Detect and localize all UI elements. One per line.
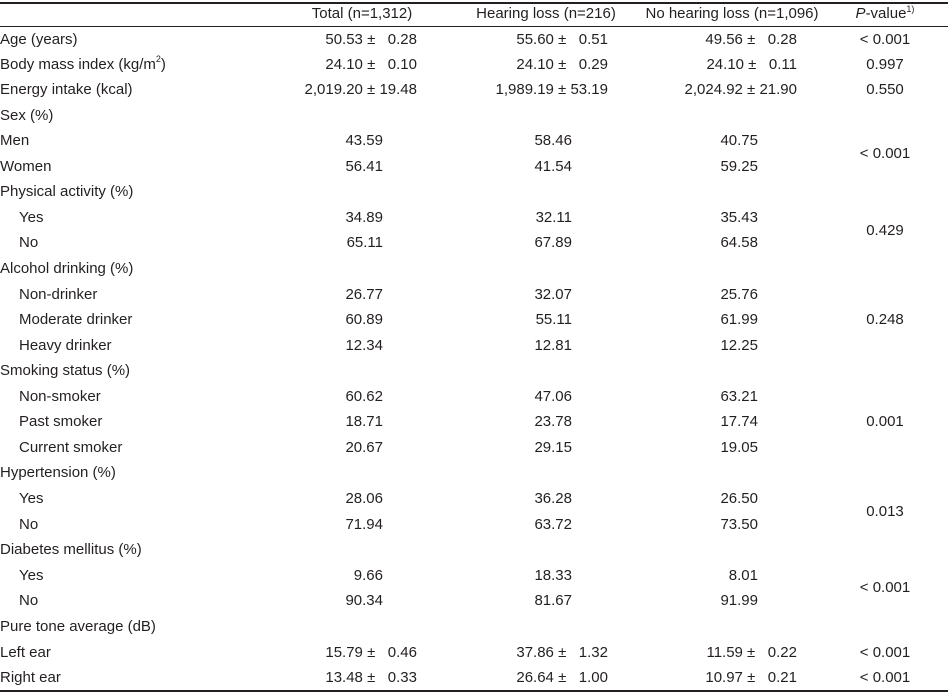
cell-non-drinker-total: 26.77 — [345, 286, 383, 303]
row-label-energy: Energy intake (kcal) — [0, 81, 133, 98]
table-bottom-rule — [0, 690, 948, 692]
row-label-diabetes: Diabetes mellitus (%) — [0, 541, 142, 558]
row-label-physical-no: No — [19, 234, 39, 251]
cell-energy-pvalue: 0.550 — [866, 81, 904, 98]
cell-left-ear-hearing-loss: 37.86 ± 1.32 — [516, 644, 608, 661]
cell-moderate-drinker-no-hearing-loss: 61.99 — [720, 311, 758, 328]
cell-physical-pvalue: 0.429 — [866, 222, 904, 239]
cell-bmi-total: 24.10 ± 0.10 — [325, 56, 417, 73]
cell-hypertension-no-total: 71.94 — [345, 516, 383, 533]
cell-left-ear-no-hearing-loss: 11.59 ± 0.22 — [706, 644, 797, 661]
row-label-diabetes-no: No — [19, 592, 39, 609]
header-total: Total (n=1,312) — [311, 5, 413, 22]
header-no-hearing-loss: No hearing loss (n=1,096) — [645, 5, 819, 22]
cell-current-smoker-no-hearing-loss: 19.05 — [720, 439, 758, 456]
cell-diabetes-pvalue: < 0.001 — [859, 579, 911, 596]
cell-past-smoker-hearing-loss: 23.78 — [534, 413, 572, 430]
cell-age-pvalue: < 0.001 — [859, 31, 911, 48]
row-label-smoking: Smoking status (%) — [0, 362, 131, 379]
row-label-current-smoker: Current smoker — [19, 439, 123, 456]
row-label-physical-yes: Yes — [19, 209, 44, 226]
cell-left-ear-total: 15.79 ± 0.46 — [325, 644, 417, 661]
cell-diabetes-no-hearing-loss: 81.67 — [534, 592, 572, 609]
cell-heavy-drinker-hearing-loss: 12.81 — [534, 337, 572, 354]
row-label-women: Women — [0, 158, 52, 175]
row-label-hypertension-yes: Yes — [19, 490, 44, 507]
cell-non-smoker-hearing-loss: 47.06 — [534, 388, 572, 405]
row-label-moderate-drinker: Moderate drinker — [19, 311, 133, 328]
cell-left-ear-pvalue: < 0.001 — [859, 644, 911, 661]
cell-right-ear-pvalue: < 0.001 — [859, 669, 911, 686]
cell-non-drinker-no-hearing-loss: 25.76 — [720, 286, 758, 303]
cell-energy-hearing-loss: 1,989.19 ± 53.19 — [495, 81, 608, 98]
row-label-non-drinker: Non-drinker — [19, 286, 98, 303]
cell-non-smoker-no-hearing-loss: 63.21 — [720, 388, 758, 405]
cell-current-smoker-hearing-loss: 29.15 — [534, 439, 572, 456]
cell-non-smoker-total: 60.62 — [345, 388, 383, 405]
row-label-heavy-drinker: Heavy drinker — [19, 337, 112, 354]
row-label-non-smoker: Non-smoker — [19, 388, 101, 405]
row-label-hypertension-no: No — [19, 516, 39, 533]
cell-current-smoker-total: 20.67 — [345, 439, 383, 456]
row-label-diabetes-yes: Yes — [19, 567, 44, 584]
cell-energy-total: 2,019.20 ± 19.48 — [304, 81, 417, 98]
cell-age-hearing-loss: 55.60 ± 0.51 — [516, 31, 608, 48]
cell-hypertension-yes-no-hearing-loss: 26.50 — [720, 490, 758, 507]
row-label-right-ear: Right ear — [0, 669, 61, 686]
cell-men-hearing-loss: 58.46 — [534, 132, 572, 149]
cell-physical-yes-total: 34.89 — [345, 209, 383, 226]
cell-non-drinker-hearing-loss: 32.07 — [534, 286, 572, 303]
cell-hypertension-yes-hearing-loss: 36.28 — [534, 490, 572, 507]
row-label-physical-activity: Physical activity (%) — [0, 183, 134, 200]
cell-right-ear-hearing-loss: 26.64 ± 1.00 — [516, 669, 608, 686]
cell-right-ear-total: 13.48 ± 0.33 — [325, 669, 417, 686]
cell-women-hearing-loss: 41.54 — [534, 158, 572, 175]
cell-physical-no-hearing-loss: 67.89 — [534, 234, 572, 251]
cell-moderate-drinker-hearing-loss: 55.11 — [535, 311, 572, 328]
row-label-men: Men — [0, 132, 30, 149]
cell-age-no-hearing-loss: 49.56 ± 0.28 — [705, 31, 797, 48]
row-label-hypertension: Hypertension (%) — [0, 464, 116, 481]
cell-bmi-hearing-loss: 24.10 ± 0.29 — [516, 56, 608, 73]
cell-diabetes-yes-no-hearing-loss: 8.01 — [728, 567, 758, 584]
cell-bmi-pvalue: 0.997 — [866, 56, 904, 73]
cell-diabetes-no-no-hearing-loss: 91.99 — [720, 592, 758, 609]
cell-diabetes-yes-total: 9.66 — [353, 567, 383, 584]
table-header-rule — [0, 26, 948, 27]
row-label-past-smoker: Past smoker — [19, 413, 103, 430]
cell-energy-no-hearing-loss: 2,024.92 ± 21.90 — [684, 81, 797, 98]
cell-men-total: 43.59 — [345, 132, 383, 149]
cell-bmi-no-hearing-loss: 24.10 ± 0.11 — [706, 56, 797, 73]
cell-physical-yes-hearing-loss: 32.11 — [535, 209, 572, 226]
cell-heavy-drinker-no-hearing-loss: 12.25 — [720, 337, 758, 354]
cell-diabetes-no-total: 90.34 — [345, 592, 383, 609]
header-pvalue: P-value$^{1)}$ — [855, 4, 915, 22]
cell-hypertension-yes-total: 28.06 — [345, 490, 383, 507]
cell-diabetes-yes-hearing-loss: 18.33 — [534, 567, 572, 584]
cell-hypertension-no-hearing-loss: 63.72 — [534, 516, 572, 533]
row-label-bmi: Body mass index $(kg/m^2)$ — [0, 54, 166, 73]
cell-sex-pvalue: < 0.001 — [859, 145, 911, 162]
cell-women-total: 56.41 — [345, 158, 383, 175]
cell-past-smoker-total: 18.71 — [345, 413, 383, 430]
cell-men-no-hearing-loss: 40.75 — [720, 132, 758, 149]
header-hearing-loss: Hearing loss (n=216) — [476, 5, 616, 22]
row-label-pure-tone-average: Pure tone average (dB) — [0, 618, 156, 635]
row-label-left-ear: Left ear — [0, 644, 51, 661]
row-label-sex: Sex (%) — [0, 107, 54, 124]
cell-smoking-pvalue: 0.001 — [866, 413, 904, 430]
cell-moderate-drinker-total: 60.89 — [345, 311, 383, 328]
cell-heavy-drinker-total: 12.34 — [345, 337, 383, 354]
cell-physical-no-no-hearing-loss: 64.58 — [720, 234, 758, 251]
cell-past-smoker-no-hearing-loss: 17.74 — [720, 413, 758, 430]
cell-age-total: 50.53 ± 0.28 — [325, 31, 417, 48]
cell-hypertension-pvalue: 0.013 — [866, 503, 904, 520]
cell-hypertension-no-no-hearing-loss: 73.50 — [720, 516, 758, 533]
cell-alcohol-pvalue: 0.248 — [866, 311, 904, 328]
row-label-alcohol: Alcohol drinking (%) — [0, 260, 134, 277]
cell-women-no-hearing-loss: 59.25 — [720, 158, 758, 175]
cell-right-ear-no-hearing-loss: 10.97 ± 0.21 — [705, 669, 797, 686]
cell-physical-no-total: 65.11 — [346, 234, 383, 251]
cell-physical-yes-no-hearing-loss: 35.43 — [720, 209, 758, 226]
row-label-age: Age (years) — [0, 31, 78, 48]
